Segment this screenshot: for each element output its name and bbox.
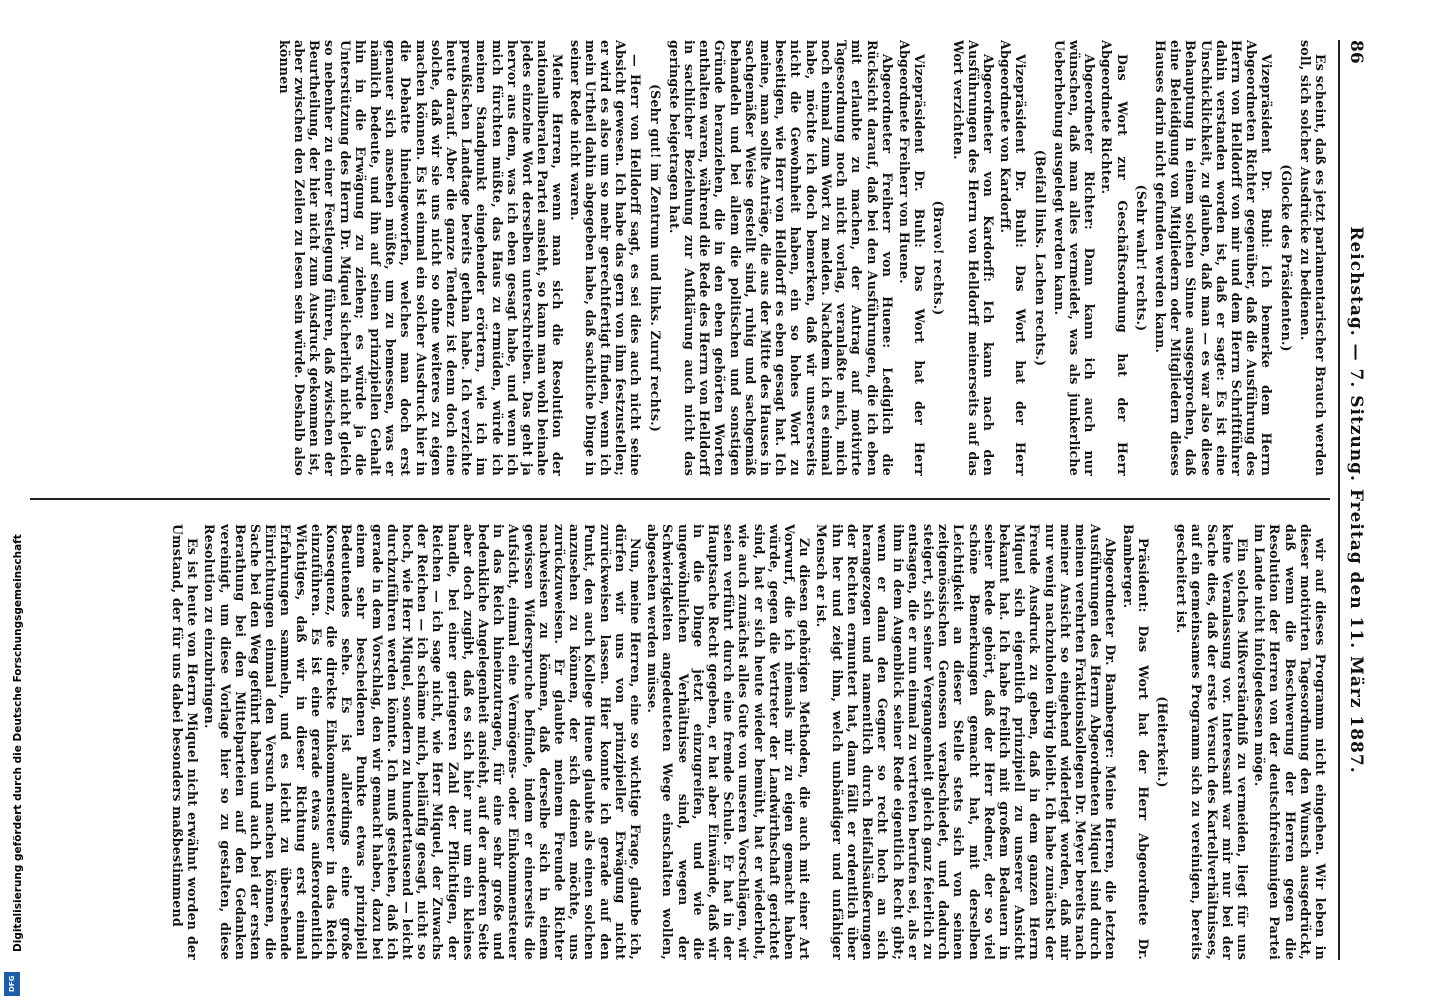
stage-direction: (Bravo! rechts.) [931,200,947,316]
funder-notice [2,534,24,1000]
paragraph: Vizepräsident Dr. Buhl: Das Wort hat der Herr Abgeordnete von Kardorff. [998,40,1029,476]
page-title: Reichstag. — 7. Sitzung. Freitag den 11. März 1887. [1346,226,1366,774]
paragraph: Abgeordneter Freiherr von Huene: Lediglich die Rücksicht darauf, daß bei den Ausführungen, die ich eben mit erlaubte zu machen, der Antrag auf motivirte Tagesordnung noch nicht vorlag, veranlaßte mich, mich noch einmal zum Wort zu melden. Nachdem ich es einmal habe, möchte ich doch bemerken, daß wir unsererseits nicht die Gewohnheit haben, ein so hohes Wort zu beseitigen, wie Herr von Helldorff es eben gesagt hat. Ich meine, man sollte Anträge, die aus der Mitte des Hauses in sachgemäßer Weise gestellt sind, ruhig und sachgemäß behandeln und bei allem die politischen und sonstigen Gründe heranziehen, die in den eben gehörten Worten enthalten waren, während die Rede des Herrn von Helldorff in sachlicher Beziehung zur Aufklärung auch nicht das geringste beigetragen hat. [666,40,895,476]
paragraph: Es scheint, daß es jetzt parlamentarischer Brauch werden soll, sich solcher Ausdrücke zu bedienen. [1297,40,1328,476]
paragraph: Abgeordneter Richter: Dann kann ich auch nur wünschen, daß man alles vermeidet, was als junkerliche Ueberhebung ausgelegt werden kann. [1051,40,1098,476]
page-header [1340,40,1370,960]
paragraph: Abgeordneter von Kardorff: Ich kann nach den Ausführungen des Herrn von Helldorff meinerseits auf das Wort verzichten. [950,40,996,476]
paragraph: Das Wort zur Geschäftsordnung hat der Herr Abgeordnete Richter. [1099,40,1130,476]
stage-direction: (Glocke des Präsidenten.) [1278,164,1294,352]
dfg-logo: DFG [4,972,20,996]
paragraph: Präsident: Das Wort hat der Herr Abgeordnete Dr. Bamberger. [1120,524,1151,960]
paragraph: Meine Herren, wenn man sich die Resolution der nationalliberalen Partei ansieht, so kann man wohl beinahe jedes einzelne Wort derselben unterschreiben. Das geht ja hervor aus dem, was ich eben gesagt habe, und wenn ich mich fürchten müßte, das Haus zu ermüden, würde ich meinen Standpunkt eingehender erörtern, wie ich im preußischen Landtage bereits gethan habe. Ich verzichte heute darauf. Aber die ganze Tendenz ist denn doch eine solche, daß wir sie uns nicht so ohne weiteres zu eigen machen können. Es ist einmal ein solcher Ausdruck hier in die Debatte hineingeworfen, welches man doch erst genauer sich ansehen müßte, um zu bemessen, was er nämlich bedeute, und ihn auf seinen prinzipiellen Gehalt hin in die Erwägung zu ziehen; es würde ja die Unterstützung des Herrn Dr. Miquel sicherlich nicht gleich so nebenher zu einer Festlegung führen, daß zwischen der Beurtheilung, der hier nicht zum Ausdruck gekommen ist, aber zwischen den Zeilen zu lesen sein würde. Deshalb also können [276,40,566,476]
left-column [18,40,1328,476]
paragraph: Vizepräsident Dr. Buhl: Ich bemerke dem Herrn Abgeordneten Richter gegenüber, daß die Ausführung des Herrn von Helldorff von mir und dem Herrn Schriftführer dahin verstanden worden ist, daß er sagte: Es ist eine Unschicklichkeit, zu glauben, daß man — es war also diese Behauptung in einem solchen Sinne ausgesprochen, daß eine Beleidigung von Mitgliedern oder Mitgliedern dieses Hauses darin nicht gefunden werden kann. [1152,40,1275,476]
paragraph: Nun, meine Herren, eine so wichtige Frage, glaube ich, dürfen wir uns von prinzipieller Erwägung nicht zurückweisen lassen. Hier konnte ich gerade auf den Punkt, den auch Kollege Huene glaubte als einen solchen anzusehen zu können, der sich deinen möchte, uns zurückzuweisen. Er glaubte meinem Freunde Richter nachweisen zu können, daß derselbe sich in einem gewissen Widerspruche befinde, indem er einerseits die Aufsicht, einmal eine Vermögens- oder Einkommensteuer in das Reich hineinzutragen, für eine sehr große und bedenkliche Angelegenheit ansieht, auf der anderen Seite aber doch zugibt, daß es sich hier nur um ein kleines handle, bei einer geringeren Zahl der Pflichtigen, der Reichen — ich sage nicht, wie Herr Miquel, der Zuwachs der Reichen — ich schäme mich, beiläufig gesagt, nicht so hoch, wie Herr Miquel, sondern zu hunderttausend — leicht durchzuführen werden könnte. Ich muß gestehen, daß ich gerade in dem Vorschlag, den wir gemacht haben, dazu bei einem sehr bescheidenen Punkte etwas prinzipiell Bedeutendes sehe. Es ist allerdings eine große Konsequenz, die direkte Einkommensteuer in das Reich einzuführen. Es ist eine gerade etwas außerordentlich Wichtiges, daß wir in dieser Richtung erst einmal Erfahrungen sammeln, und es leicht zu übersehende Einrichtungen einmal den Versuch machen können, die Sache bei den Weg geführt haben und auch bei der ersten Berathung bei den Mittelparteien auf den Gedanken vereinigt, um diese Vorlage hier so zu gestalten, diese Resolution zu einzubringen. [202,524,644,960]
paragraph: Zu diesen gehörigen Methoden, die auch mit einer Art Vorwurf, die ich niemals mir zu eigen gemacht haben würde, gegen die Vertreter der Landwirthschaft gerichtet sind, hat er sich heute wieder bemüht, hat er wiederholt, wie auch zunächst alles Gute von unseren Vorschlägen, wir seien verführt durch eine fremde Schule. Er hat in der Hauptsache Recht gegeben, er hat aber Einwände, daß wir in die Dinge jetzt einzugreifen, und wie die ungewöhnlichen Verhältnisse sind, wegen der Schwierigkeiten angedeuteten Wege einschalten wollen, abgesehen werden müsse. [645,524,813,960]
paragraph: Vizepräsident Dr. Buhl: Das Wort hat der Herr Abgeordnete Freiherr von Huene. [896,40,928,476]
stage-direction: (Sehr wahr! rechts.) [1133,184,1149,332]
paragraph: Abgeordneter Dr. Bamberger: Meine Herren, die letzten Ausführungen des Herrn Abgeordneten Miquel sind durch meinen verehrten Fraktionskollegen Dr. Meyer bereits nach meiner Ansicht so eingehend widerlegt worden, daß mir nur wenig nachzuholen übrig bleibt. Ich habe zunächst der Freude Ausdruck zu geben, daß in dem ganzen Herrn Miquel sich eigentlich prinzipiell zu unserer Ansicht bekannt hat. Ich habe freilich mit großem Bedauern in seiner Rede gehört, daß der Herr Redner, der so viel schöne Bemerkungen gemacht hat, mit derselben Leichtigkeit an dieser Stelle stets sich von seinen zeitgenössischen Genossen verabschiedet, und dadurch steigert, sich seiner Vergangenheit gleich ganz feierlich zu entsagen, die er nun einmal zu vertreten berufen sei, als er ihm in dem Augenblick seiner Rede eigentlich Recht gibt; wenn er dann den Gegner so recht hoch an sich herangezogen und namentlich durch Beifallsäußerungen der Rechten ermuntert hat, dann fällt er ordentlich über ihn her und zeigt ihm, welch unbändiger und unfähiger Mensch er ist. [814,524,1119,960]
column-divider [30,498,1330,500]
header-rule [1338,40,1340,960]
paragraph: Ein solches Mißverständniß zu vermeiden, liegt für uns keine Veranlassung vor. Interessant war mir nur bei der Sache dies, daß der erste Versuch des Kartellverhältnisses, auf ein gemeinsames Programm sich zu vereinigen, bereits gescheitert ist. [1174,524,1250,960]
paragraph: — Herr von Helldorff sagt, es sei dies auch nicht seine Absicht gewesen. Ich habe das gern von ihm festzustellen; er wird es also um so mehr gerechtfertigt finden, wenn ich mein Urtheil dahin abgegeben habe, daß sachliche Dinge in seiner Rede nicht waren. [567,40,644,476]
stage-direction: (Beifall links. Lachen rechts.) [1032,149,1048,367]
stage-direction: (Sehr gut! im Zentrum und links. Zuruf rechts.) [647,84,663,432]
paragraph: Es ist heute von Herrn Miquel nicht erwähnt worden der Umstand, der für uns dabei besonders maßbestimmend [169,524,201,960]
stage-direction: (Heiterkeit.) [1154,696,1170,788]
right-column [18,524,1328,960]
funder-text: Digitalisierung gefördert durch die Deutsche Forschungsgemeinschaft [12,534,24,952]
page-number: 86 [1346,40,1366,64]
paragraph: wir auf dieses Programm nicht eingehen. Wir leben in dieser motivirten Tagesordnung den Wunsch ausgedrückt, daß wenn die Beschwerung der Herren gegen die Resolution der Herren von der deutschfreisinnigen Partei im Lande nicht infolgedessen möge. [1252,524,1328,960]
